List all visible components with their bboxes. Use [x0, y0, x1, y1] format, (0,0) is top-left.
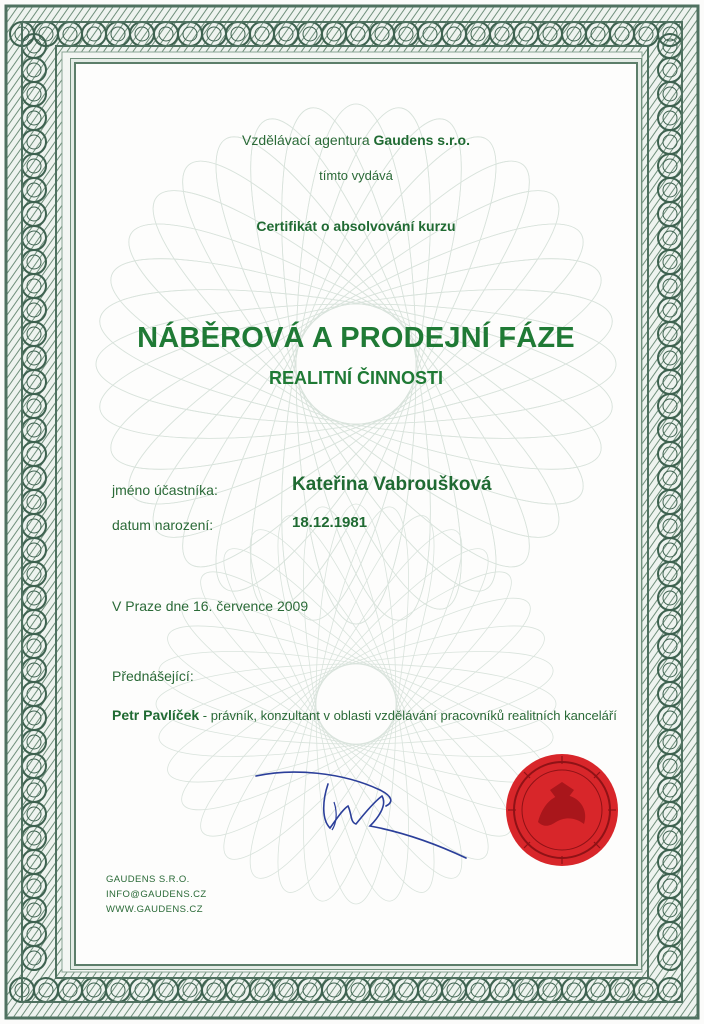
issuer-line	[76, 132, 636, 148]
course-subtitle: REALITNÍ ČINNOSTI	[269, 368, 443, 388]
lecturer-name: Petr Pavlíček	[112, 707, 200, 723]
participant-name: Kateřina Vabroušková	[292, 474, 492, 495]
certificate-content	[76, 64, 636, 964]
participant-name-label: jméno účastníka:	[112, 482, 218, 498]
lecturer-label: Přednášející:	[112, 668, 194, 684]
issues-text: tímto vydává	[319, 168, 393, 183]
signature-image	[252, 762, 472, 862]
footer-web: WWW.GAUDENS.CZ	[106, 904, 203, 915]
place-date: V Praze dne 16. července 2009	[112, 598, 309, 614]
lecturer-description: - právník, konzultant v oblasti vzdělávání pracovníků realitních kanceláří	[199, 708, 617, 723]
issuer-name: Gaudens s.r.o.	[373, 132, 470, 148]
certificate-type: Certifikát o absolvování kurzu	[256, 218, 456, 234]
lecturer-line	[112, 706, 632, 725]
birth-date-label: datum narození:	[112, 517, 214, 533]
issuer-prefix: Vzdělávací agentura	[241, 132, 370, 148]
footer-contact	[106, 872, 207, 917]
footer-email: INFO@GAUDENS.CZ	[106, 889, 207, 900]
wax-seal-icon	[504, 752, 620, 868]
certificate-panel	[74, 62, 638, 966]
birth-date: 18.12.1981	[292, 514, 368, 531]
footer-company: GAUDENS S.R.O.	[106, 874, 190, 885]
course-title: NÁBĚROVÁ A PRODEJNÍ FÁZE	[137, 322, 575, 354]
